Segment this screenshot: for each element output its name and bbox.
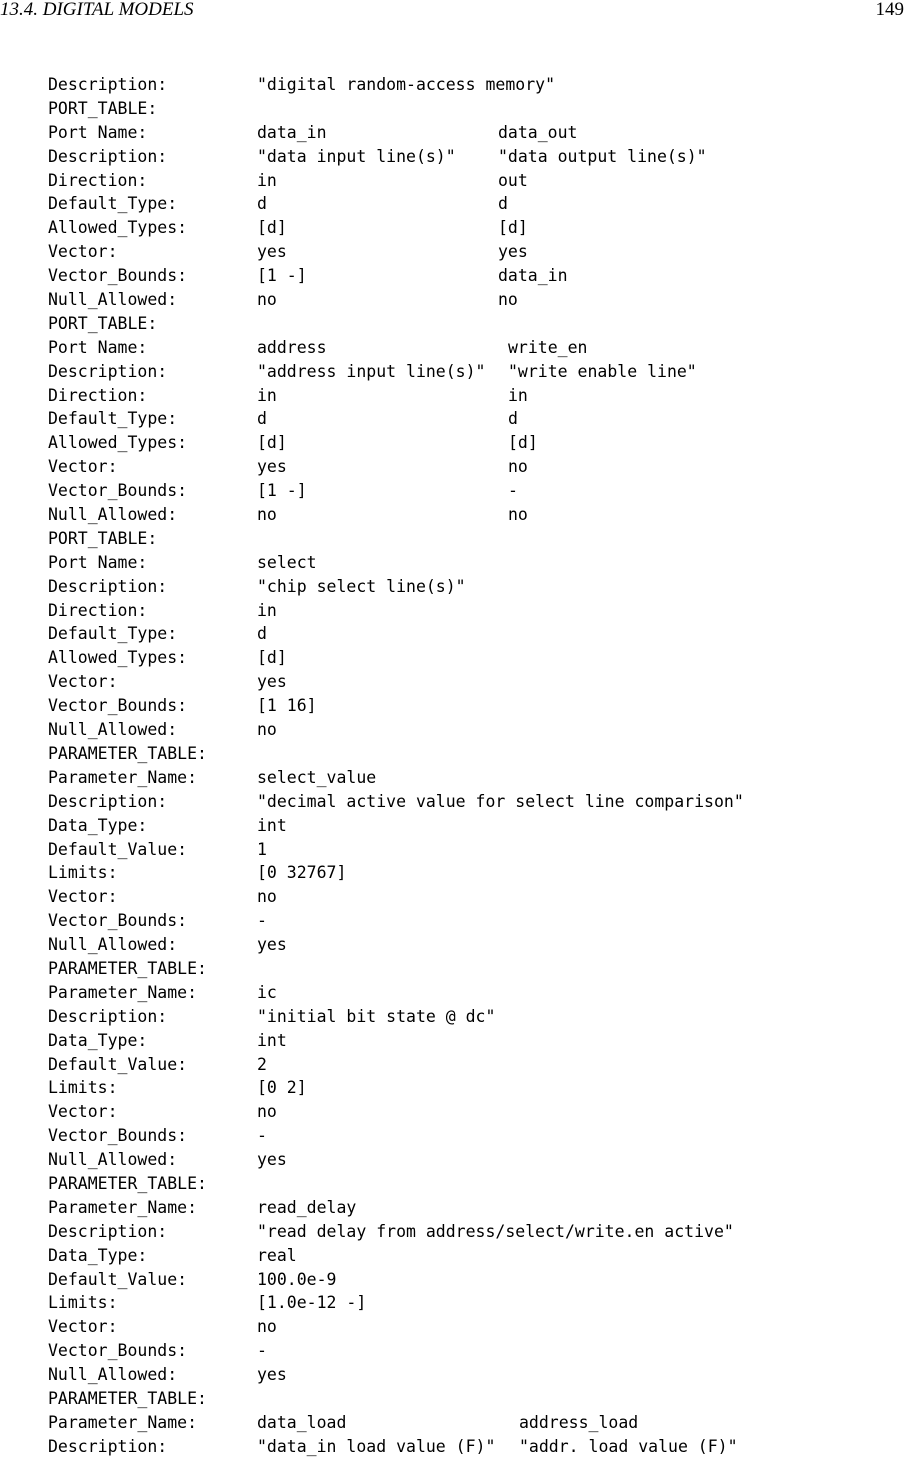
field-value: - <box>257 1339 267 1363</box>
section-title: 13.4. DIGITAL MODELS <box>0 0 194 19</box>
field-label: PORT_TABLE: <box>48 312 157 336</box>
listing-line <box>48 121 898 145</box>
field-value: int <box>257 1029 287 1053</box>
field-label: Vector: <box>48 1315 118 1339</box>
field-value: in <box>257 169 277 193</box>
field-value: data_load <box>257 1411 346 1435</box>
field-value: address <box>257 336 327 360</box>
field-value: d <box>257 622 267 646</box>
listing-line <box>48 718 898 742</box>
page-header <box>0 0 904 22</box>
field-label: PARAMETER_TABLE: <box>48 1387 207 1411</box>
code-listing <box>48 73 898 1459</box>
field-label: Direction: <box>48 169 147 193</box>
listing-line <box>48 1315 898 1339</box>
listing-line <box>48 861 898 885</box>
field-value-second: yes <box>498 240 528 264</box>
field-value: read_delay <box>257 1196 356 1220</box>
listing-line <box>48 1291 898 1315</box>
listing-line <box>48 1435 898 1459</box>
field-label: Default_Type: <box>48 622 177 646</box>
field-label: Parameter_Name: <box>48 766 197 790</box>
field-value: 2 <box>257 1053 267 1077</box>
field-label: Null_Allowed: <box>48 1148 177 1172</box>
field-label: PARAMETER_TABLE: <box>48 742 207 766</box>
listing-line <box>48 790 898 814</box>
field-value-second: "data output line(s)" <box>498 145 707 169</box>
field-value: 1 <box>257 838 267 862</box>
field-label: Port Name: <box>48 336 147 360</box>
field-value: ic <box>257 981 277 1005</box>
field-value-second: out <box>498 169 528 193</box>
field-value: [1 -] <box>257 264 307 288</box>
field-value-second: address_load <box>519 1411 638 1435</box>
listing-line <box>48 1220 898 1244</box>
listing-line <box>48 336 898 360</box>
listing-line <box>48 169 898 193</box>
field-label: Direction: <box>48 384 147 408</box>
field-value-second: in <box>508 384 528 408</box>
field-value-second: write_en <box>508 336 587 360</box>
field-label: Description: <box>48 1220 167 1244</box>
listing-line <box>48 1124 898 1148</box>
listing-line <box>48 73 898 97</box>
field-value: no <box>257 718 277 742</box>
field-label: Default_Value: <box>48 838 187 862</box>
field-label: Vector_Bounds: <box>48 479 187 503</box>
field-label: PORT_TABLE: <box>48 527 157 551</box>
field-label: Vector_Bounds: <box>48 1124 187 1148</box>
listing-line <box>48 742 898 766</box>
field-label: Allowed_Types: <box>48 431 187 455</box>
field-label: Allowed_Types: <box>48 216 187 240</box>
field-value: select_value <box>257 766 376 790</box>
field-value-second: "write enable line" <box>508 360 697 384</box>
field-label: Port Name: <box>48 121 147 145</box>
listing-line <box>48 431 898 455</box>
field-label: Description: <box>48 360 167 384</box>
listing-line <box>48 1172 898 1196</box>
field-value: in <box>257 384 277 408</box>
field-value: "digital random-access memory" <box>257 73 555 97</box>
field-value-second: [d] <box>508 431 538 455</box>
field-label: Limits: <box>48 1291 118 1315</box>
field-value: yes <box>257 1363 287 1387</box>
field-value: [1.0e-12 -] <box>257 1291 366 1315</box>
listing-line <box>48 192 898 216</box>
listing-line <box>48 1053 898 1077</box>
field-value: no <box>257 1100 277 1124</box>
field-label: Limits: <box>48 1076 118 1100</box>
field-label: Vector: <box>48 1100 118 1124</box>
listing-line <box>48 288 898 312</box>
field-label: Allowed_Types: <box>48 646 187 670</box>
listing-line <box>48 622 898 646</box>
field-value-second: no <box>508 503 528 527</box>
field-value: "read delay from address/select/write.en active" <box>257 1220 734 1244</box>
field-label: Data_Type: <box>48 814 147 838</box>
field-label: Data_Type: <box>48 1029 147 1053</box>
field-value: d <box>257 407 267 431</box>
field-label: Null_Allowed: <box>48 933 177 957</box>
field-value: "initial bit state @ dc" <box>257 1005 495 1029</box>
field-value-second: data_in <box>498 264 568 288</box>
field-label: Null_Allowed: <box>48 288 177 312</box>
listing-line <box>48 1005 898 1029</box>
field-label: Null_Allowed: <box>48 718 177 742</box>
listing-line <box>48 575 898 599</box>
field-label: Default_Value: <box>48 1268 187 1292</box>
field-value: [d] <box>257 431 287 455</box>
field-label: Limits: <box>48 861 118 885</box>
listing-line <box>48 1076 898 1100</box>
listing-line <box>48 933 898 957</box>
field-value: yes <box>257 1148 287 1172</box>
field-label: Description: <box>48 73 167 97</box>
field-value-second: [d] <box>498 216 528 240</box>
field-value-second: data_out <box>498 121 577 145</box>
field-value: "decimal active value for select line comparison" <box>257 790 744 814</box>
listing-line <box>48 694 898 718</box>
listing-line <box>48 670 898 694</box>
listing-line <box>48 1387 898 1411</box>
field-value-second: d <box>498 192 508 216</box>
field-value-second: no <box>508 455 528 479</box>
listing-line <box>48 1363 898 1387</box>
field-value: yes <box>257 240 287 264</box>
listing-line <box>48 503 898 527</box>
field-label: Parameter_Name: <box>48 981 197 1005</box>
field-value: [d] <box>257 646 287 670</box>
field-value: d <box>257 192 267 216</box>
field-value: "chip select line(s)" <box>257 575 466 599</box>
listing-line <box>48 216 898 240</box>
listing-line <box>48 145 898 169</box>
field-value-second: d <box>508 407 518 431</box>
field-label: Vector: <box>48 240 118 264</box>
field-value: 100.0e-9 <box>257 1268 336 1292</box>
field-value: [0 2] <box>257 1076 307 1100</box>
field-label: Parameter_Name: <box>48 1196 197 1220</box>
listing-line <box>48 97 898 121</box>
field-value-second: no <box>498 288 518 312</box>
listing-line <box>48 957 898 981</box>
field-label: Description: <box>48 145 167 169</box>
field-label: Null_Allowed: <box>48 1363 177 1387</box>
page-number: 149 <box>876 0 904 19</box>
field-value: data_in <box>257 121 327 145</box>
field-label: Vector_Bounds: <box>48 1339 187 1363</box>
field-label: Null_Allowed: <box>48 503 177 527</box>
field-label: Vector_Bounds: <box>48 694 187 718</box>
listing-line <box>48 838 898 862</box>
field-value: [1 -] <box>257 479 307 503</box>
field-value: real <box>257 1244 297 1268</box>
field-value: [1 16] <box>257 694 317 718</box>
field-label: Default_Value: <box>48 1053 187 1077</box>
field-label: Vector: <box>48 670 118 694</box>
field-value: [d] <box>257 216 287 240</box>
field-label: Default_Type: <box>48 407 177 431</box>
listing-line <box>48 885 898 909</box>
field-value: no <box>257 1315 277 1339</box>
field-label: Description: <box>48 575 167 599</box>
listing-line <box>48 240 898 264</box>
field-value-second: - <box>508 479 518 503</box>
field-label: PARAMETER_TABLE: <box>48 957 207 981</box>
field-label: Description: <box>48 1005 167 1029</box>
listing-line <box>48 312 898 336</box>
field-value-second: "addr. load value (F)" <box>519 1435 738 1459</box>
listing-line <box>48 599 898 623</box>
field-value: yes <box>257 670 287 694</box>
field-value: [0 32767] <box>257 861 346 885</box>
field-value: no <box>257 288 277 312</box>
field-label: Vector_Bounds: <box>48 909 187 933</box>
field-label: Description: <box>48 790 167 814</box>
listing-line <box>48 384 898 408</box>
listing-line <box>48 1339 898 1363</box>
field-value: int <box>257 814 287 838</box>
field-value: yes <box>257 455 287 479</box>
field-value: no <box>257 503 277 527</box>
listing-line <box>48 909 898 933</box>
field-value: in <box>257 599 277 623</box>
field-value: "data input line(s)" <box>257 145 456 169</box>
field-value: "address input line(s)" <box>257 360 485 384</box>
listing-line <box>48 646 898 670</box>
field-value: no <box>257 885 277 909</box>
listing-line <box>48 455 898 479</box>
field-value: - <box>257 909 267 933</box>
listing-line <box>48 1196 898 1220</box>
field-label: Port Name: <box>48 551 147 575</box>
listing-line <box>48 981 898 1005</box>
listing-line <box>48 1148 898 1172</box>
listing-line <box>48 766 898 790</box>
field-label: Description: <box>48 1435 167 1459</box>
listing-line <box>48 1029 898 1053</box>
listing-line <box>48 1268 898 1292</box>
listing-line <box>48 814 898 838</box>
listing-line <box>48 551 898 575</box>
field-label: Parameter_Name: <box>48 1411 197 1435</box>
field-value: - <box>257 1124 267 1148</box>
listing-line <box>48 1244 898 1268</box>
listing-line <box>48 479 898 503</box>
field-label: Vector: <box>48 455 118 479</box>
listing-line <box>48 527 898 551</box>
listing-line <box>48 1100 898 1124</box>
field-label: Data_Type: <box>48 1244 147 1268</box>
field-label: Vector_Bounds: <box>48 264 187 288</box>
listing-line <box>48 1411 898 1435</box>
field-value: yes <box>257 933 287 957</box>
field-label: Vector: <box>48 885 118 909</box>
field-label: PARAMETER_TABLE: <box>48 1172 207 1196</box>
field-label: PORT_TABLE: <box>48 97 157 121</box>
listing-line <box>48 264 898 288</box>
field-value: "data_in load value (F)" <box>257 1435 495 1459</box>
field-value: select <box>257 551 317 575</box>
listing-line <box>48 407 898 431</box>
field-label: Direction: <box>48 599 147 623</box>
listing-line <box>48 360 898 384</box>
field-label: Default_Type: <box>48 192 177 216</box>
